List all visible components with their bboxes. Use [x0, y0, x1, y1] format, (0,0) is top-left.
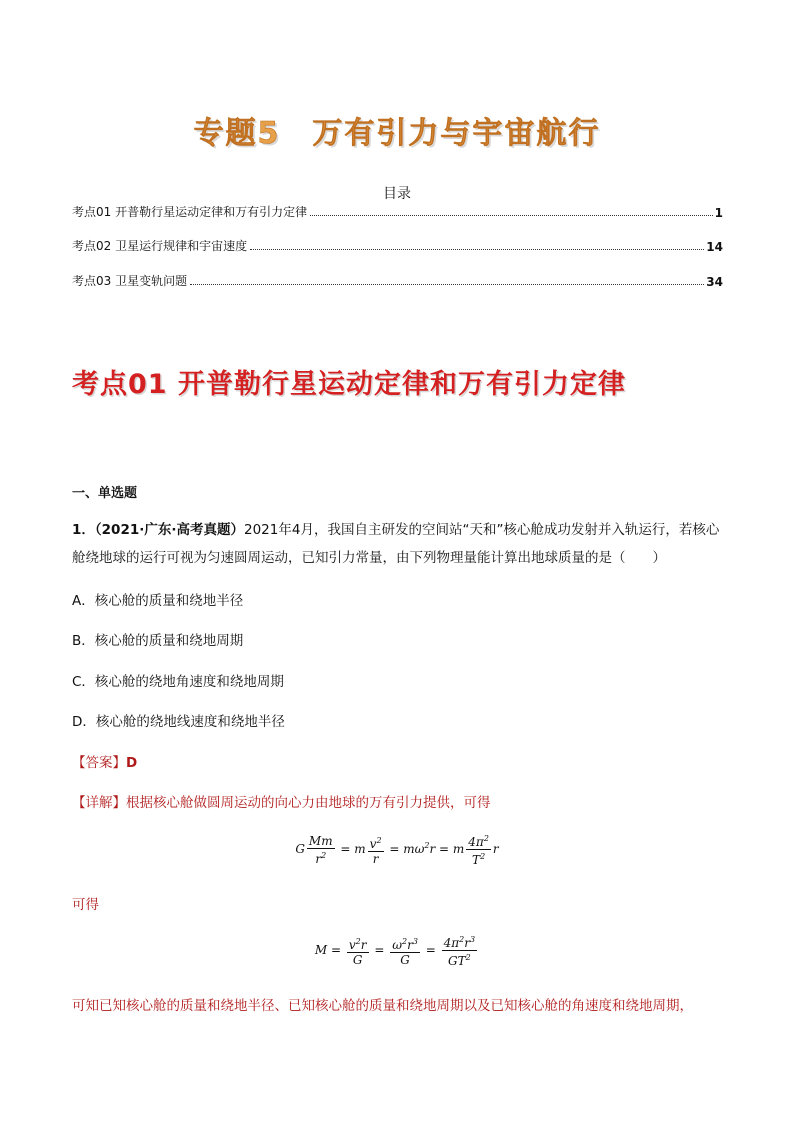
question-number: 1	[72, 522, 82, 538]
question-stem	[72, 516, 724, 572]
toc-entry-label: 考点03 卫星变轨问题	[72, 274, 188, 288]
option-b: B．核心舱的质量和绕地周期	[72, 633, 244, 649]
toc-entry-page: 1	[714, 206, 723, 220]
explanation-line	[72, 791, 491, 811]
equation-earth-mass: M = $\frac{v^2r}{G}$ = $\frac{\omega^2r^3}{G}$ = $\frac{4\pi^2r^3}{GT^2}$	[314, 935, 476, 968]
option-c: C．核心舱的绕地角速度和绕地周期	[72, 674, 284, 690]
explanation-label: 【详解】	[72, 795, 126, 811]
toc-leader-dots	[310, 215, 713, 216]
question-source: ．（2021·广东·高考真题）	[81, 522, 244, 538]
toc-entry-label: 考点02 卫星运行规律和宇宙速度	[72, 239, 248, 253]
section-title: 考点01 开普勒行星运动定律和万有引力定律	[72, 369, 626, 400]
toc-heading: 目录	[383, 186, 411, 202]
toc-entry-label: 考点01 开普勒行星运动定律和万有引力定律	[72, 205, 308, 219]
explanation-text: 根据核心舱做圆周运动的向心力由地球的万有引力提供，可得	[126, 795, 491, 811]
answer-line	[72, 751, 137, 771]
explanation-conclusion: 可知已知核心舱的质量和绕地半径、已知核心舱的质量和绕地周期以及已知核心舱的角速度和绕地周期，	[72, 998, 693, 1014]
document-title: 专题5 万有引力与宇宙航行	[193, 116, 601, 151]
option-a: A．核心舱的质量和绕地半径	[72, 593, 244, 609]
toc-entry[interactable]	[72, 236, 723, 254]
toc-leader-dots	[250, 249, 704, 250]
toc-entry[interactable]	[72, 271, 723, 289]
toc-entry[interactable]	[72, 202, 723, 220]
equation-gravity-centripetal: G $\frac{Mm}{r^2}$ = m $\frac{v^2}{r}$ = $m\omega^2r = m$ $\frac{4\pi^2}{T^2}$ r	[295, 833, 499, 867]
option-d: D．核心舱的绕地线速度和绕地半径	[72, 714, 285, 730]
answer-label: 【答案】	[72, 755, 126, 771]
toc-entry-page: 14	[706, 240, 723, 254]
toc-entry-page: 34	[706, 275, 723, 289]
question-type-heading: 一、单选题	[72, 486, 138, 501]
explanation-then: 可得	[72, 897, 99, 913]
answer-value: D	[126, 755, 138, 771]
toc-leader-dots	[190, 284, 704, 285]
question-text: 2021年4月，我国自主研发的空间站“天和”核心舱成功发射并入轨运行，若核心舱绕地球的运行可视为匀速圆周运动，已知引力常量，由下列物理量能计算出地球质量的是（ ）	[72, 522, 720, 566]
